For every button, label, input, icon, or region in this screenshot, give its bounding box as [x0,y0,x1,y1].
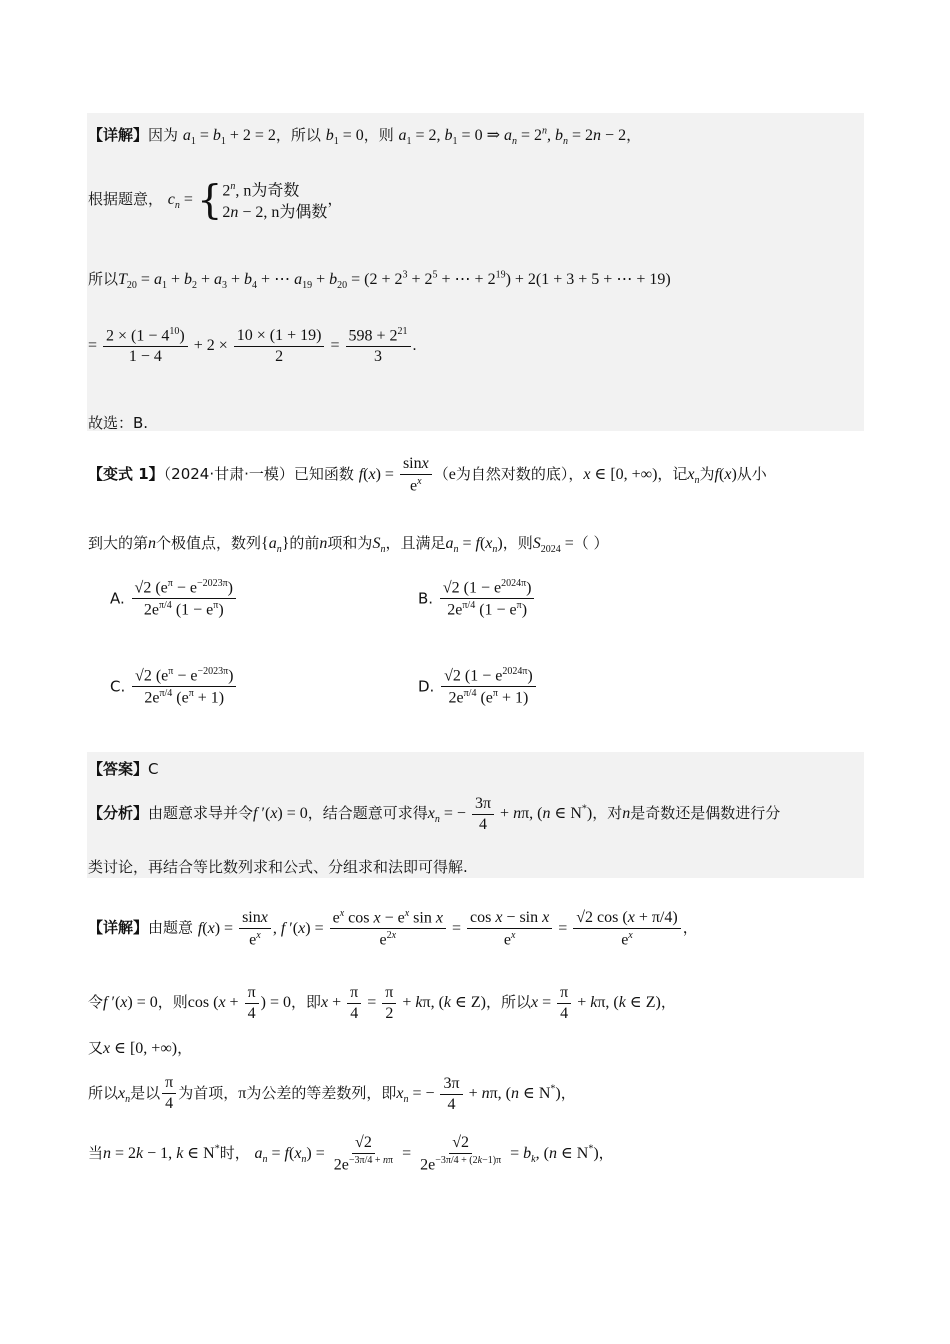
answer-value: C [148,760,159,778]
option-c[interactable]: C. $\frac{√2 (e^\pi - e^{-2023\pi})}{2e^{\pi/4} (e^\pi + 1)}$ [110,666,238,708]
option-a[interactable]: A. $\frac{√2 (e^\pi - e^{-2023\pi})}{2e^{\pi/4} (1 - e^\pi)}$ [110,578,238,620]
detail1-conclusion: 故选：B. [88,414,149,432]
math-derivative: f(x) = $\frac{\sin x}{e^x}$ , f ′(x) = $\frac{e^x \cos x - e^x \sin x}{e^{2x}}$ = $\frac{\text{cos x − sin x}}{e^x}$ = $\frac{√2 \cos (x + \pi/4)}{e^x}$ [198,920,683,937]
math-a1-b1: $a_1 = b_1 + 2 = 2$ [182,127,276,148]
variant-label: 【变式 1】 [88,464,164,483]
analysis-line2: 类讨论，再结合等比数列求和公式、分组求和法即可得解. [88,858,468,876]
detail1-line1: 【详解】因为 $a_1 = b_1 + 2 = 2$，所以 $b_1 = 0$，则 $a_1 = 2$, $b_1 = 0$ ⇒ $a_n = 2^n$, $b_n = 2n - 2$， [88,125,642,148]
math-T20: $T_{20} = a_1 + b_2 + a_3 + b_4$ + ⋯ $a_{19} + b_{20} = (2 + 2^3 + 2^5$ + ⋯ + $2^{19}) + 2(1 + 3 + 5$ + ⋯ + 19) [118,269,671,292]
detail1-line2: 根据题意， $c_n$ = { 2$^n$, n为奇数 2n − 2, n为偶数 ， [88,177,343,224]
analysis-line1: 【分析】由题意求导并令f ′(x) = 0，结合题意可求得$x_n$ = − $\frac{3\pi}{4}$ + nπ, (n ∈ N*)，对n是奇数还是偶数进行分 [88,795,781,833]
math-an-bk: $a_n = f(x_n)$ = $\frac{√2}{2e^{-3\pi/4 + n\pi}}$ = $\frac{√2}{2e^{-3\pi/4 + (2k-1)\pi}}$ = $b_k$, (n ∈ N*) [254,1134,599,1174]
math-an-bn: $a_1 = 2$, $b_1 = 0$ ⇒ $a_n = 2^n$, $b_n = 2n - 2$ [398,125,627,148]
math-f-def: f(x) = $\frac{\sin x}{e^x}$ [359,466,434,483]
math-b1: $b_1 = 0$ [325,127,364,148]
detail2-line1: 【详解】由题意 f(x) = $\frac{\sin x}{e^x}$ , f ′(x) = $\frac{e^x \cos x - e^x \sin x}{e^{2x}}$ = $\frac{\text{cos x − sin x}}{e^x}$ = $\frac{√2 \cos (x + \pi/4)}{e^x}$ ， [88,908,698,949]
variant-line1: 【变式 1】（2024·甘肃·一模）已知函数 f(x) = $\frac{\sin x}{e^x}$ （e为自然对数的底），x ∈ [0, +∞)，记$x_n$为f(x)从小 [88,455,767,495]
detail2-line4: 所以$x_n$是以 $\frac{\pi}{4}$ 为首项，π为公差的等差数列，即$x_n$ = − $\frac{3\pi}{4}$ + nπ, (n ∈ N*)， [88,1074,576,1113]
math-cn-cases: $c_n$ = { 2$^n$, n为奇数 2n − 2, n为偶数 [167,177,328,224]
math-domain: x ∈ [0, +∞) [583,465,658,483]
detail-label: 【详解】 [88,126,149,144]
variant-line2: 到大的第n个极值点，数列$\{a_n\}$的前n项和为$S_n$，且满足$a_n = f(x_n)$，则$S_{2024}$ =（ ） [88,534,609,556]
detail2-line5: 当n = 2k − 1, k ∈ N*时， $a_n = f(x_n)$ = $\frac{√2}{2e^{-3\pi/4 + n\pi}}$ = $\frac{√2}{2e^{-3\pi/4 + (2k-1)\pi}}$ = $b_k$, (n ∈ N*)， [88,1134,614,1174]
answer-line: 【答案】C [88,760,159,778]
option-b[interactable]: B. $\frac{√2 (1 - e^{2024\pi})}{2e^{\pi/4} (1 - e^\pi)}$ [418,578,536,620]
detail2-line3: 又x ∈ [0, +∞)， [88,1039,193,1057]
detail1-line3: 所以$T_{20} = a_1 + b_2 + a_3 + b_4$ + ⋯ $a_{19} + b_{20} = (2 + 2^3 + 2^5$ + ⋯ + $2^{19}) + 2(1 + 3 + 5$ + ⋯ + 19) [88,269,671,292]
detail2-line2: 令f ′(x) = 0，则cos (x + $\frac{\pi}{4}$ ) = 0，即x + $\frac{\pi}{4}$ = $\frac{\pi}{2}$ + kπ, (k ∈ Z)，所以x = $\frac{\pi}{4}$ + kπ, (k ∈ Z)， [88,984,676,1022]
detail1-line4: = $\frac{2 \times (1 - 4^{10})}{1 - 4}$ + 2 × $\frac{10 \times (1 + 19)}{2}$ = $\frac{598 + 2^{21}}{3}$ . [88,326,417,366]
option-d[interactable]: D. $\frac{√2 (1 - e^{2024\pi})}{2e^{\pi/4} (e^\pi + 1)}$ [418,666,538,708]
